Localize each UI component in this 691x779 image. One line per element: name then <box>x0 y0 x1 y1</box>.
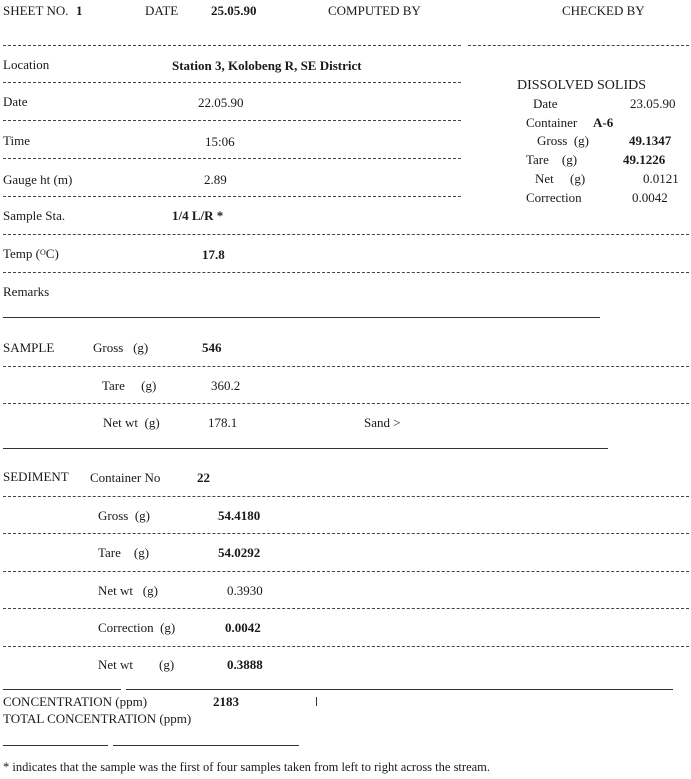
footnote-line <box>113 745 299 746</box>
dissolved-solids-title: DISSOLVED SOLIDS <box>517 78 647 93</box>
divider <box>3 366 689 367</box>
footnote: * indicates that the sample was the first of four samples taken from left to right across the stream. <box>3 760 491 774</box>
total-concentration-label: TOTAL CONCENTRATION (ppm) <box>3 711 192 726</box>
concentration-line <box>126 689 673 690</box>
divider <box>3 646 689 647</box>
sediment-label: SEDIMENT <box>3 469 69 484</box>
sediment-correction-value: 0.0042 <box>225 620 261 635</box>
divider <box>3 533 689 534</box>
date-label: Date <box>3 94 28 109</box>
sediment-gross-value: 54.4180 <box>218 508 261 523</box>
sample-net-label: Net wt (g) <box>103 415 160 430</box>
divider <box>3 158 461 159</box>
location-value: Station 3, Kolobeng R, SE District <box>172 58 362 73</box>
temp-value: 17.8 <box>202 247 225 262</box>
location-label: Location <box>3 57 50 72</box>
ds-gross-label: Gross (g) <box>537 133 589 148</box>
sediment-container-value: 22 <box>197 470 210 485</box>
computed-by-label: COMPUTED BY <box>328 3 421 18</box>
sample-label: SAMPLE <box>3 340 55 355</box>
gauge-label: Gauge ht (m) <box>3 172 73 187</box>
divider <box>3 272 689 273</box>
sample-net-value: 178.1 <box>208 415 238 430</box>
temp-label: Temp ($^O$C) <box>3 246 59 261</box>
sediment-correction-label: Correction (g) <box>98 620 176 635</box>
ds-container-value: A-6 <box>593 115 614 130</box>
header-date-label: DATE <box>145 3 179 18</box>
concentration-value: 2183 <box>213 694 239 709</box>
sample-gross-label: Gross (g) <box>93 340 149 355</box>
concentration-line <box>3 689 121 690</box>
divider <box>3 403 689 404</box>
concentration-label: CONCENTRATION (ppm) <box>3 694 148 709</box>
ds-tare-label: Tare (g) <box>526 152 578 167</box>
ds-correction-label: Correction <box>526 190 582 205</box>
date-value: 22.05.90 <box>198 95 244 110</box>
divider <box>3 82 461 83</box>
ds-net-label: Net (g) <box>535 171 586 186</box>
sample-end-line <box>3 448 608 449</box>
sample-gross-value: 546 <box>202 340 222 355</box>
sample-tare-label: Tare (g) <box>102 378 157 393</box>
time-label: Time <box>3 133 30 148</box>
sediment-gross-label: Gross (g) <box>98 508 150 523</box>
divider <box>3 571 689 572</box>
sheet-no-label: SHEET NO. <box>3 3 69 18</box>
sample-sta-value: 1/4 L/R * <box>172 208 224 223</box>
sediment-net-label: Net wt (g) <box>98 583 158 598</box>
sediment-container-label: Container No <box>90 470 161 485</box>
divider <box>3 196 461 197</box>
sediment-net2-value: 0.3888 <box>227 657 263 672</box>
ds-correction-value: 0.0042 <box>632 190 668 205</box>
remarks-label: Remarks <box>3 284 50 299</box>
time-value: 15:06 <box>205 134 235 149</box>
ds-net-value: 0.0121 <box>643 171 679 186</box>
ds-gross-value: 49.1347 <box>629 133 672 148</box>
divider <box>3 234 689 235</box>
sand-label: Sand > <box>364 415 401 430</box>
sediment-net-value: 0.3930 <box>227 583 263 598</box>
divider <box>3 608 689 609</box>
checked-by-label: CHECKED BY <box>562 3 645 18</box>
sediment-tare-value: 54.0292 <box>218 545 261 560</box>
divider <box>3 120 461 121</box>
sediment-tare-label: Tare (g) <box>98 545 150 560</box>
sample-tare-value: 360.2 <box>211 378 241 393</box>
ds-tare-value: 49.1226 <box>623 152 666 167</box>
sediment-net2-label: Net wt (g) <box>98 657 175 672</box>
sheet-no-value: 1 <box>76 3 83 18</box>
divider <box>468 45 689 46</box>
divider <box>3 45 461 46</box>
gauge-value: 2.89 <box>204 172 227 187</box>
divider <box>3 496 689 497</box>
remarks-line <box>3 317 600 318</box>
ds-date-value: 23.05.90 <box>630 96 676 111</box>
ds-date-label: Date <box>533 96 558 111</box>
ds-container-label: Container <box>526 115 578 130</box>
tick-mark <box>316 697 317 706</box>
footnote-line <box>3 745 108 746</box>
header-date-value: 25.05.90 <box>211 3 257 18</box>
sample-sta-label: Sample Sta. <box>3 208 66 223</box>
